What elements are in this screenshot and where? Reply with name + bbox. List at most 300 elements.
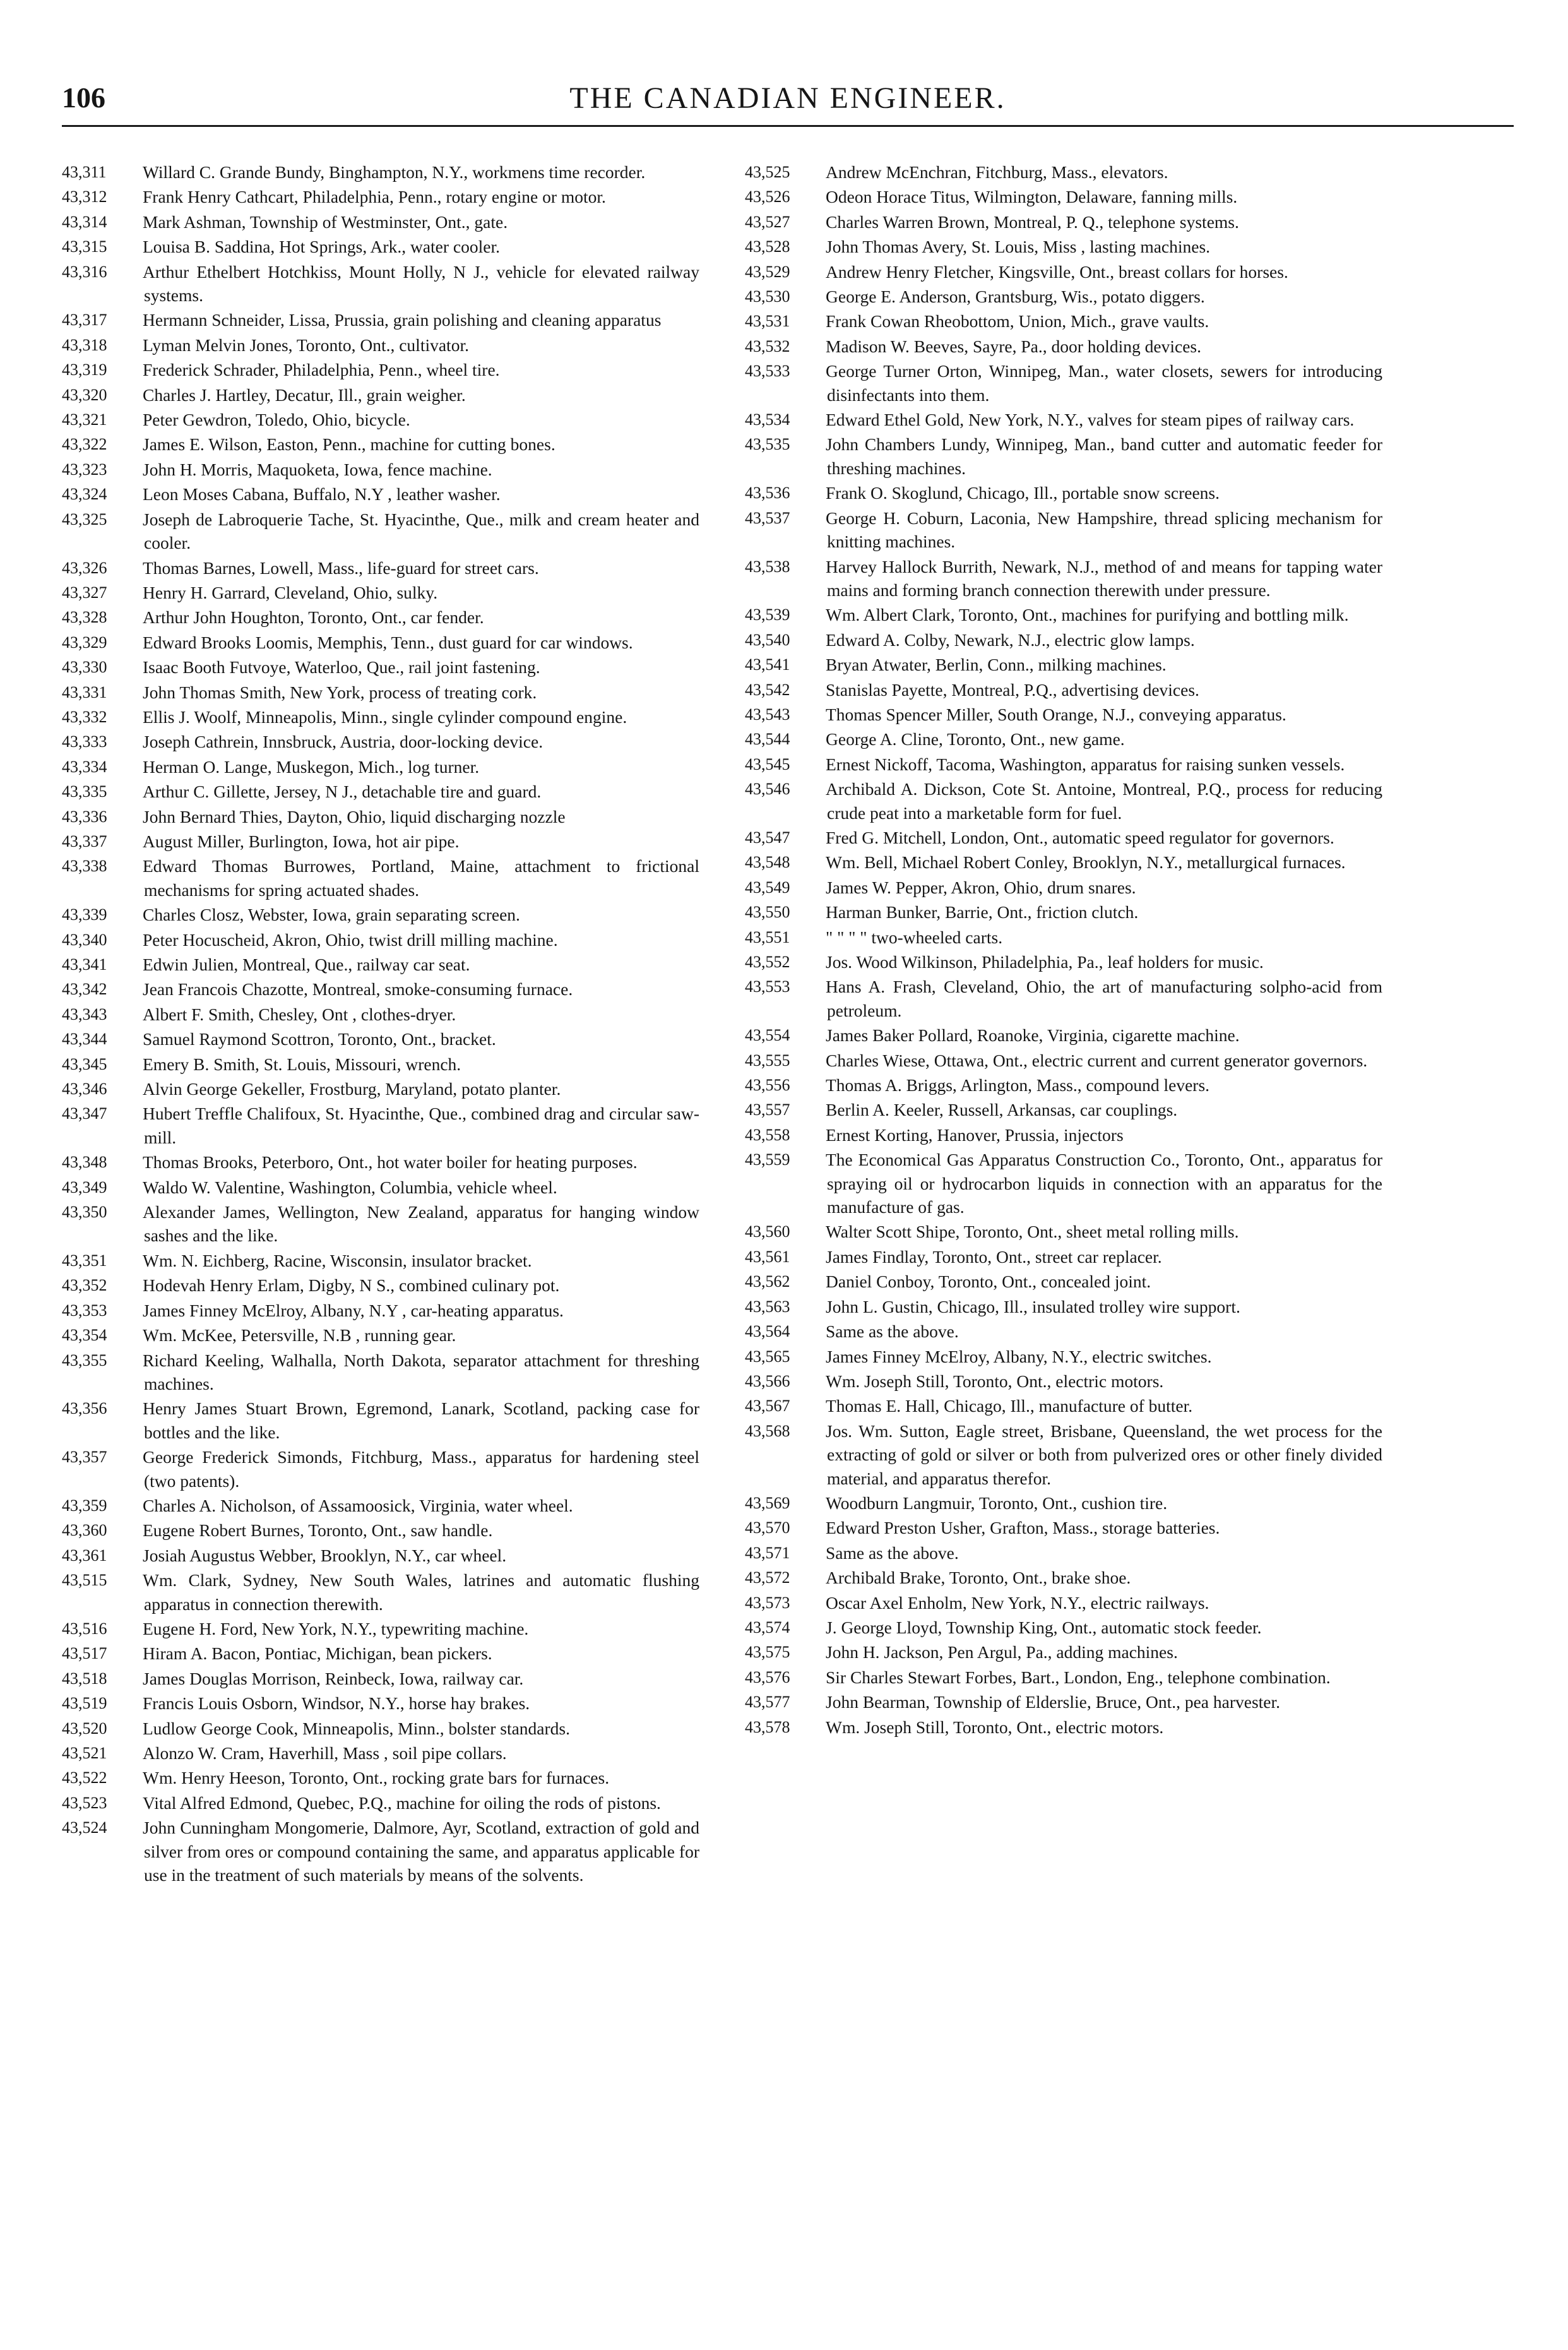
patent-entry <box>745 975 1382 1022</box>
patent-description: Charles Warren Brown, Montreal, P. Q., telephone systems. <box>826 212 1239 232</box>
patent-number: 43,550 <box>745 903 790 922</box>
patent-number: 43,539 <box>745 605 790 624</box>
patent-number: 43,527 <box>745 212 790 231</box>
patent-description: Stanislas Payette, Montreal, P.Q., advertising devices. <box>826 679 1199 700</box>
patent-number: 43,516 <box>62 1619 107 1638</box>
patent-entry <box>62 805 699 828</box>
patent-description: Wm. Clark, Sydney, New South Wales, latrines and automatic flushing apparatus in connection therewith. <box>143 1570 699 1614</box>
patent-number: 43,356 <box>62 1399 107 1418</box>
patent-number: 43,537 <box>745 508 790 527</box>
patent-entry <box>745 603 1382 626</box>
patent-entry <box>745 628 1382 652</box>
patent-description: Emery B. Smith, St. Louis, Missouri, wrench. <box>143 1054 461 1074</box>
patent-description: Arthur John Houghton, Toronto, Ont., car fender. <box>143 607 484 628</box>
patent-description: Wm. Henry Heeson, Toronto, Ont., rocking grate bars for furnaces. <box>143 1768 610 1788</box>
patent-entry <box>745 1491 1382 1515</box>
patent-number: 43,325 <box>62 510 107 528</box>
patent-entry <box>745 235 1382 258</box>
patent-entry <box>62 1150 699 1174</box>
patent-description: Hiram A. Bacon, Pontiac, Michigan, bean pickers. <box>143 1643 492 1664</box>
patent-entry <box>745 1245 1382 1268</box>
patent-description: John Cunningham Mongomerie, Dalmore, Ayr, Scotland, extraction of gold and silver from ores or compound containing the same, and apparatus applicable for use in the treatment of such materials by means of the solvents. <box>143 1818 699 1885</box>
patent-number: 43,360 <box>62 1521 107 1540</box>
patent-description: Archibald A. Dickson, Cote St. Antoine, Montreal, P.Q., process for reducing crude peat into a marketable form for fuel. <box>826 779 1382 823</box>
patent-number: 43,334 <box>62 757 107 776</box>
patent-description: John H. Morris, Maquoketa, Iowa, fence machine. <box>143 459 492 479</box>
patent-number: 43,339 <box>62 905 107 924</box>
patent-entry <box>745 1690 1382 1714</box>
patent-description: Louisa B. Saddina, Hot Springs, Ark., water cooler. <box>143 237 500 257</box>
patent-description: Charles Wiese, Ottawa, Ont., electric current and current generator governors. <box>826 1050 1368 1070</box>
patent-entry <box>62 458 699 481</box>
patent-description: Daniel Conboy, Toronto, Ont., concealed joint. <box>826 1272 1151 1292</box>
patent-entry <box>62 1445 699 1493</box>
patent-number: 43,311 <box>62 163 107 181</box>
patent-number: 43,517 <box>62 1644 107 1663</box>
patent-description: Fred G. Mitchell, London, Ont., automatic speed regulator for governors. <box>826 827 1334 847</box>
patent-number: 43,559 <box>745 1150 790 1169</box>
patent-entry <box>62 508 699 555</box>
patent-entry <box>745 260 1382 283</box>
patent-description: James Baker Pollard, Roanoke, Virginia, cigarette machine. <box>826 1025 1240 1046</box>
patent-entry <box>62 1816 699 1887</box>
patent-entry <box>62 556 699 580</box>
patent-number: 43,568 <box>745 1421 790 1440</box>
patent-entry <box>62 1273 699 1297</box>
patent-number: 43,571 <box>745 1543 790 1562</box>
patent-number: 43,348 <box>62 1153 107 1172</box>
patent-entry <box>745 777 1382 825</box>
patent-description: John H. Jackson, Pen Argul, Pa., adding machines. <box>826 1642 1178 1662</box>
patent-entry <box>62 333 699 357</box>
patent-description: Charles J. Hartley, Decatur, Ill., grain weigher. <box>143 385 466 405</box>
patent-entry <box>62 1397 699 1444</box>
patent-number: 43,543 <box>745 705 790 724</box>
patent-number: 43,525 <box>745 163 790 181</box>
patent-description: Wm. Bell, Michael Robert Conley, Brooklyn, N.Y., metallurgical furnaces. <box>826 852 1346 873</box>
patent-entry <box>745 1123 1382 1147</box>
patent-description: Thomas E. Hall, Chicago, Ill., manufacture of butter. <box>826 1396 1193 1416</box>
patent-entry <box>62 655 699 679</box>
patent-number: 43,547 <box>745 828 790 847</box>
patent-entry <box>745 359 1382 407</box>
patent-entry <box>62 854 699 902</box>
patent-number: 43,570 <box>745 1518 790 1537</box>
patent-entry <box>745 335 1382 358</box>
patent-entry <box>745 653 1382 676</box>
patent-entry <box>62 830 699 853</box>
patent-entry <box>62 260 699 307</box>
patent-number: 43,518 <box>62 1669 107 1688</box>
patent-description: Wm. N. Eichberg, Racine, Wisconsin, insulator bracket. <box>143 1250 532 1270</box>
patent-number: 43,549 <box>745 878 790 897</box>
patent-description: Thomas Barnes, Lowell, Mass., life-guard for street cars. <box>143 558 539 578</box>
patent-entry <box>62 358 699 381</box>
patent-number: 43,565 <box>745 1347 790 1366</box>
patent-entry <box>62 1741 699 1765</box>
patent-number: 43,529 <box>745 262 790 281</box>
patent-entry <box>745 727 1382 751</box>
patent-number: 43,566 <box>745 1371 790 1390</box>
patent-entry <box>745 1516 1382 1539</box>
patent-number: 43,337 <box>62 832 107 850</box>
patent-number: 43,353 <box>62 1301 107 1320</box>
patent-number: 43,542 <box>745 680 790 699</box>
patent-number: 43,538 <box>745 557 790 576</box>
patent-description: Vital Alfred Edmond, Quebec, P.Q., machine for oiling the rods of pistons. <box>143 1792 661 1813</box>
patent-entry <box>62 1518 699 1542</box>
patent-entry <box>745 678 1382 701</box>
patent-number: 43,315 <box>62 237 107 256</box>
patent-description: George E. Anderson, Grantsburg, Wis., potato diggers. <box>826 287 1205 307</box>
patent-entry <box>62 730 699 753</box>
patent-description: Waldo W. Valentine, Washington, Columbia, vehicle wheel. <box>143 1177 557 1197</box>
patent-entry <box>62 1027 699 1051</box>
patent-entry <box>62 1791 699 1815</box>
patent-entry <box>745 1345 1382 1368</box>
patent-description: Same as the above. <box>826 1321 959 1342</box>
patent-entry <box>745 285 1382 308</box>
patent-entry <box>62 160 699 184</box>
patent-description: Albert F. Smith, Chesley, Ont , clothes-dryer. <box>143 1004 456 1024</box>
patent-entry <box>62 1200 699 1248</box>
patent-entry <box>62 705 699 729</box>
patent-description: Archibald Brake, Toronto, Ont., brake shoe. <box>826 1568 1131 1588</box>
patent-description: John Thomas Smith, New York, process of treating cork. <box>143 682 537 702</box>
right-column <box>745 160 1382 1740</box>
patent-entry <box>745 1541 1382 1565</box>
patent-number: 43,551 <box>745 927 790 946</box>
patent-entry <box>62 383 699 407</box>
patent-number: 43,577 <box>745 1693 790 1712</box>
patent-number: 43,534 <box>745 410 790 429</box>
patent-number: 43,564 <box>745 1322 790 1341</box>
patent-number: 43,552 <box>745 953 790 971</box>
patent-description: Isaac Booth Futvoye, Waterloo, Que., rail joint fastening. <box>143 657 540 677</box>
patent-description: Lyman Melvin Jones, Toronto, Ont., cultivator. <box>143 335 469 355</box>
patent-number: 43,355 <box>62 1351 107 1369</box>
patent-entry <box>62 482 699 506</box>
patent-entry <box>62 1349 699 1396</box>
patent-description: Hans A. Frash, Cleveland, Ohio, the art of manufacturing solpho-acid from petroleum. <box>826 977 1382 1020</box>
patent-number: 43,318 <box>62 335 107 354</box>
patent-number: 43,330 <box>62 658 107 677</box>
patent-description: John Bearman, Township of Elderslie, Bruce, Ont., pea harvester. <box>826 1692 1281 1712</box>
patent-description: Harman Bunker, Barrie, Ont., friction clutch. <box>826 902 1139 922</box>
patent-description: Josiah Augustus Webber, Brooklyn, N.Y., car wheel. <box>143 1545 507 1565</box>
patent-number: 43,333 <box>62 732 107 751</box>
patent-number: 43,530 <box>745 287 790 306</box>
patent-description: Frederick Schrader, Philadelphia, Penn., wheel tire. <box>143 360 500 380</box>
patent-entry <box>745 1049 1382 1072</box>
patent-description: George Frederick Simonds, Fitchburg, Mass., apparatus for hardening steel (two patents). <box>143 1447 699 1491</box>
patent-description: Alexander James, Wellington, New Zealand, apparatus for hanging window sashes and the like. <box>143 1202 699 1246</box>
patent-entry <box>745 160 1382 184</box>
patent-description: The Economical Gas Apparatus Construction Co., Toronto, Ont., apparatus for spraying oil or hydrocarbon liquids in connection with an apparatus for the manufacture of gas. <box>826 1150 1382 1217</box>
patent-entry <box>62 631 699 654</box>
patent-entry <box>62 308 699 331</box>
patent-description: Andrew McEnchran, Fitchburg, Mass., elevators. <box>826 162 1168 182</box>
patent-entry <box>745 1098 1382 1121</box>
patent-description: Charles A. Nicholson, of Assamoosick, Virginia, water wheel. <box>143 1495 573 1515</box>
patent-entry <box>62 1249 699 1272</box>
patent-number: 43,520 <box>62 1719 107 1738</box>
patent-entry <box>745 1369 1382 1393</box>
patent-entry <box>62 681 699 704</box>
patent-number: 43,329 <box>62 633 107 652</box>
patent-entry <box>745 1320 1382 1343</box>
patent-description: Oscar Axel Enholm, New York, N.Y., electric railways. <box>826 1592 1209 1613</box>
patent-entry <box>62 1544 699 1567</box>
patent-number: 43,340 <box>62 930 107 949</box>
patent-description: Woodburn Langmuir, Toronto, Ont., cushion tire. <box>826 1493 1168 1513</box>
header-rule <box>62 125 1514 127</box>
patent-entry <box>745 876 1382 899</box>
patent-entry <box>745 1591 1382 1614</box>
patent-entry <box>745 850 1382 874</box>
patent-description: Edward A. Colby, Newark, N.J., electric glow lamps. <box>826 629 1195 650</box>
patent-number: 43,327 <box>62 583 107 602</box>
patent-description: John Bernard Thies, Dayton, Ohio, liquid discharging nozzle <box>143 806 566 826</box>
patent-description: John Chambers Lundy, Winnipeg, Man., band cutter and automatic feeder for threshing machines. <box>826 434 1382 478</box>
patent-description: Alvin George Gekeller, Frostburg, Maryland, potato planter. <box>143 1079 561 1099</box>
patent-description: Edward Ethel Gold, New York, N.Y., valves for steam pipes of railway cars. <box>826 410 1355 430</box>
patent-number: 43,574 <box>745 1618 790 1637</box>
patent-description: Thomas Spencer Miller, South Orange, N.J., conveying apparatus. <box>826 704 1286 724</box>
patent-description: Harvey Hallock Burrith, Newark, N.J., method of and means for tapping water mains and forming branch connection therewith under pressure. <box>826 556 1382 600</box>
patent-number: 43,338 <box>62 857 107 876</box>
patent-number: 43,335 <box>62 782 107 801</box>
patent-description: Andrew Henry Fletcher, Kingsville, Ont., breast collars for horses. <box>826 261 1288 282</box>
patent-entry <box>62 1667 699 1690</box>
patent-description: Jos. Wm. Sutton, Eagle street, Brisbane, Queensland, the wet process for the extracting of gold or silver or both from pulverized ores or other finely divided material, and apparatus therefor. <box>826 1421 1382 1488</box>
patent-description: Wm. Joseph Still, Toronto, Ont., electric motors. <box>826 1371 1164 1391</box>
patent-number: 43,555 <box>745 1051 790 1070</box>
patent-entry <box>745 926 1382 949</box>
patent-description: Joseph Cathrein, Innsbruck, Austria, door-locking device. <box>143 732 543 752</box>
patent-number: 43,523 <box>62 1793 107 1812</box>
patent-entry <box>62 235 699 258</box>
patent-description: Edward Brooks Loomis, Memphis, Tenn., dust guard for car windows. <box>143 632 633 652</box>
patent-number: 43,548 <box>745 853 790 872</box>
patent-entry <box>62 1299 699 1322</box>
patent-entry <box>62 1691 699 1715</box>
patent-entry <box>745 1715 1382 1739</box>
patent-number: 43,322 <box>62 435 107 454</box>
patent-number: 43,560 <box>745 1222 790 1241</box>
patent-entry <box>62 1053 699 1076</box>
patent-number: 43,359 <box>62 1496 107 1515</box>
patent-description: John L. Gustin, Chicago, Ill., insulated trolley wire support. <box>826 1296 1240 1316</box>
patent-number: 43,312 <box>62 188 107 206</box>
patent-number: 43,328 <box>62 608 107 627</box>
patent-description: Hodevah Henry Erlam, Digby, N S., combined culinary pot. <box>143 1275 560 1296</box>
patent-number: 43,536 <box>745 484 790 503</box>
patent-entry <box>62 903 699 926</box>
patent-description: " " " " two-wheeled carts. <box>826 927 1003 947</box>
patent-entry <box>62 755 699 778</box>
patent-description: George Turner Orton, Winnipeg, Man., water closets, sewers for introducing disinfectants into them. <box>826 361 1382 405</box>
patent-entry <box>745 1566 1382 1589</box>
patent-description: Arthur Ethelbert Hotchkiss, Mount Holly, N J., vehicle for elevated railway systems. <box>143 261 699 306</box>
patent-number: 43,567 <box>745 1397 790 1416</box>
patent-entry <box>62 1568 699 1616</box>
patent-number: 43,522 <box>62 1768 107 1787</box>
patent-entry <box>745 1148 1382 1219</box>
patent-description: Frank Henry Cathcart, Philadelphia, Penn., rotary engine or motor. <box>143 187 606 207</box>
patent-number: 43,314 <box>62 212 107 231</box>
patent-entry <box>62 780 699 803</box>
patent-description: George A. Cline, Toronto, Ont., new game. <box>826 729 1125 749</box>
patent-number: 43,540 <box>745 630 790 649</box>
patent-description: Eugene H. Ford, New York, N.Y., typewriting machine. <box>143 1618 529 1638</box>
patent-number: 43,336 <box>62 807 107 826</box>
patent-entry <box>62 210 699 234</box>
patent-entry <box>745 753 1382 776</box>
patent-entry <box>745 432 1382 480</box>
patent-number: 43,544 <box>745 730 790 749</box>
patent-description: Frank Cowan Rheobottom, Union, Mich., grave vaults. <box>826 311 1209 331</box>
patent-entry <box>62 1003 699 1026</box>
patent-description: James Findlay, Toronto, Ont., street car replacer. <box>826 1246 1162 1267</box>
patent-number: 43,528 <box>745 237 790 256</box>
patent-entry <box>62 1717 699 1740</box>
patent-number: 43,320 <box>62 385 107 404</box>
patent-description: James Douglas Morrison, Reinbeck, Iowa, railway car. <box>143 1668 524 1688</box>
patent-entry <box>745 555 1382 602</box>
patent-description: Ludlow George Cook, Minneapolis, Minn., bolster standards. <box>143 1718 570 1738</box>
patent-number: 43,321 <box>62 410 107 429</box>
patent-number: 43,578 <box>745 1717 790 1736</box>
patent-number: 43,556 <box>745 1076 790 1095</box>
patent-description: James E. Wilson, Easton, Penn., machine for cutting bones. <box>143 434 555 455</box>
patent-entry <box>62 977 699 1001</box>
patent-description: Richard Keeling, Walhalla, North Dakota, separator attachment for threshing machines. <box>143 1350 699 1393</box>
patent-number: 43,558 <box>745 1125 790 1144</box>
patent-entry <box>62 1617 699 1640</box>
patent-description: J. George Lloyd, Township King, Ont., automatic stock feeder. <box>826 1617 1262 1637</box>
patent-number: 43,344 <box>62 1030 107 1049</box>
patent-entry <box>745 826 1382 849</box>
patent-number: 43,354 <box>62 1326 107 1345</box>
patent-entry <box>745 185 1382 208</box>
patent-number: 43,342 <box>62 980 107 999</box>
patent-description: Odeon Horace Titus, Wilmington, Delaware, fanning mills. <box>826 187 1238 207</box>
patent-description: Edward Preston Usher, Grafton, Mass., storage batteries. <box>826 1518 1220 1538</box>
patent-number: 43,331 <box>62 683 107 701</box>
patent-description: Edward Thomas Burrowes, Portland, Maine, attachment to frictional mechanisms for spring actuated shades. <box>143 856 699 900</box>
patent-entry <box>62 1642 699 1665</box>
patent-entry <box>745 506 1382 554</box>
patent-entry <box>745 1270 1382 1293</box>
patent-description: Samuel Raymond Scottron, Toronto, Ont., bracket. <box>143 1029 496 1049</box>
patent-description: Eugene Robert Burnes, Toronto, Ont., saw handle. <box>143 1520 493 1541</box>
patent-description: Henry James Stuart Brown, Egremond, Lanark, Scotland, packing case for bottles and the like. <box>143 1399 699 1442</box>
patent-description: Ernest Korting, Hanover, Prussia, injectors <box>826 1124 1124 1145</box>
patent-description: Ernest Nickoff, Tacoma, Washington, apparatus for raising sunken vessels. <box>826 754 1345 774</box>
patent-description: Wm. Joseph Still, Toronto, Ont., electric motors. <box>826 1717 1164 1737</box>
patent-description: Sir Charles Stewart Forbes, Bart., London, Eng., telephone combination. <box>826 1667 1331 1687</box>
patent-entry <box>62 1766 699 1789</box>
patent-description: John Thomas Avery, St. Louis, Miss , lasting machines. <box>826 237 1211 257</box>
patent-description: Mark Ashman, Township of Westminster, Ont., gate. <box>143 212 508 232</box>
patent-number: 43,351 <box>62 1251 107 1270</box>
patent-entry <box>745 1073 1382 1097</box>
patent-number: 43,361 <box>62 1546 107 1565</box>
patent-entry <box>62 1323 699 1347</box>
patent-number: 43,531 <box>745 312 790 331</box>
patent-number: 43,515 <box>62 1571 107 1590</box>
patent-description: Hubert Treffle Chalifoux, St. Hyacinthe, Que., combined drag and circular saw-mill. <box>143 1104 699 1147</box>
patent-description: George H. Coburn, Laconia, New Hampshire, thread splicing mechanism for knitting machines. <box>826 508 1382 552</box>
patent-number: 43,541 <box>745 655 790 674</box>
patent-entry <box>745 1666 1382 1689</box>
patent-number: 43,519 <box>62 1694 107 1713</box>
patent-description: Madison W. Beeves, Sayre, Pa., door holding devices. <box>826 336 1201 356</box>
patent-description: Edwin Julien, Montreal, Que., railway car seat. <box>143 955 470 974</box>
patent-description: Thomas A. Briggs, Arlington, Mass., compound levers. <box>826 1075 1210 1095</box>
patent-description: Joseph de Labroquerie Tache, St. Hyacinthe, Que., milk and cream heater and cooler. <box>143 509 699 553</box>
patent-description: Frank O. Skoglund, Chicago, Ill., portable snow screens. <box>826 483 1220 503</box>
patent-entry <box>745 1616 1382 1639</box>
patent-entry <box>745 1295 1382 1318</box>
patent-entry <box>62 1176 699 1199</box>
patent-entry <box>745 1394 1382 1417</box>
page-number: 106 <box>62 81 105 114</box>
patent-description: Jos. Wood Wilkinson, Philadelphia, Pa., leaf holders for music. <box>826 952 1264 972</box>
patent-description: James Finney McElroy, Albany, N.Y , car-heating apparatus. <box>143 1300 564 1320</box>
patent-description: Willard C. Grande Bundy, Binghampton, N.Y., workmens time recorder. <box>143 162 646 182</box>
patent-entry <box>62 408 699 431</box>
patent-description: Same as the above. <box>826 1542 959 1563</box>
patent-description: Peter Hocuscheid, Akron, Ohio, twist drill milling machine. <box>143 929 558 950</box>
patent-entry <box>62 953 699 976</box>
page-header <box>62 81 1514 125</box>
patent-entry <box>62 1102 699 1149</box>
patent-entry <box>745 1220 1382 1243</box>
patent-number: 43,347 <box>62 1104 107 1123</box>
patent-description: Henry H. Garrard, Cleveland, Ohio, sulky. <box>143 582 438 602</box>
patent-number: 43,575 <box>745 1643 790 1662</box>
patent-number: 43,554 <box>745 1026 790 1045</box>
patent-description: Berlin A. Keeler, Russell, Arkansas, car couplings. <box>826 1100 1178 1120</box>
patent-description: Arthur C. Gillette, Jersey, N J., detachable tire and guard. <box>143 782 542 802</box>
patent-description: James W. Pepper, Akron, Ohio, drum snares. <box>826 877 1136 897</box>
patent-entry <box>745 210 1382 234</box>
patent-number: 43,569 <box>745 1493 790 1512</box>
patent-number: 43,326 <box>62 558 107 577</box>
patent-number: 43,553 <box>745 977 790 996</box>
patent-number: 43,573 <box>745 1593 790 1612</box>
patent-number: 43,561 <box>745 1247 790 1266</box>
patent-description: Charles Closz, Webster, Iowa, grain separating screen. <box>143 905 520 925</box>
patent-entry <box>745 309 1382 333</box>
patent-description: Peter Gewdron, Toledo, Ohio, bicycle. <box>143 410 410 430</box>
patent-number: 43,532 <box>745 337 790 355</box>
patent-entry <box>745 1640 1382 1664</box>
patent-number: 43,317 <box>62 311 107 330</box>
patent-description: James Finney McElroy, Albany, N.Y., electric switches. <box>826 1346 1212 1366</box>
patent-number: 43,349 <box>62 1178 107 1196</box>
patent-number: 43,524 <box>62 1818 107 1837</box>
patent-entry <box>745 950 1382 974</box>
patent-number: 43,341 <box>62 955 107 974</box>
patent-description: Alonzo W. Cram, Haverhill, Mass , soil pipe collars. <box>143 1743 507 1763</box>
journal-title: THE CANADIAN ENGINEER. <box>569 81 1006 115</box>
patent-entry <box>745 1419 1382 1490</box>
patent-number: 43,345 <box>62 1054 107 1073</box>
patent-number: 43,562 <box>745 1272 790 1291</box>
